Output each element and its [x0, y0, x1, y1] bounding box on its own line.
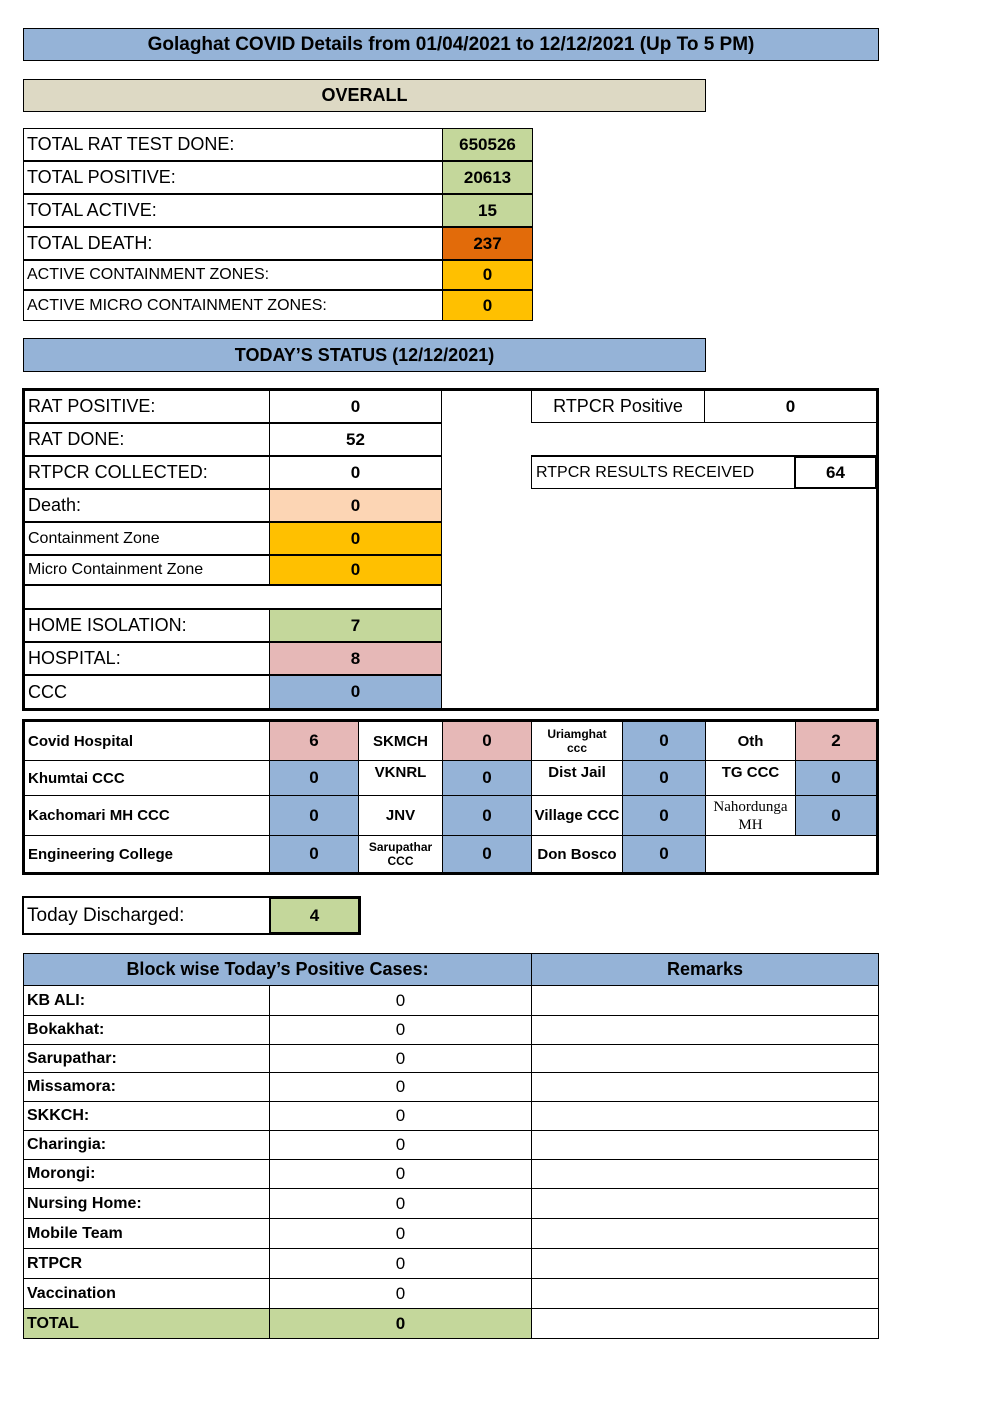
remarks-cell [531, 1015, 879, 1045]
facility-label: TG CCC [705, 760, 796, 796]
today-label: CCC [24, 675, 270, 709]
facility-value: 0 [442, 795, 532, 836]
block-value: 0 [269, 1130, 532, 1160]
discharged-label: Today Discharged: [27, 904, 185, 926]
facility-value: 0 [269, 795, 359, 836]
block-value: 0 [269, 1248, 532, 1279]
facility-label: Covid Hospital [24, 721, 270, 761]
block-label: Mobile Team [23, 1218, 270, 1249]
block-value: 0 [269, 1015, 532, 1045]
today-value: 0 [269, 522, 442, 555]
remarks-cell [531, 1159, 879, 1189]
today-value: 0 [269, 456, 442, 489]
block-label: Vaccination [23, 1278, 270, 1309]
discharged-value: 4 [269, 897, 360, 934]
overall-value: 15 [442, 194, 533, 227]
block-value: 0 [269, 1218, 532, 1249]
rtpcr-positive-label: RTPCR Positive [531, 390, 705, 423]
empty-cell [705, 835, 877, 873]
today-value: 0 [269, 555, 442, 585]
today-label: HOME ISOLATION: [24, 609, 270, 642]
overall-value: 0 [442, 290, 533, 321]
today-value: 0 [269, 489, 442, 522]
overall-label: TOTAL POSITIVE: [23, 161, 443, 194]
facility-value: 0 [622, 760, 706, 796]
today-heading: TODAY’S STATUS (12/12/2021) [23, 338, 706, 372]
page-title: Golaghat COVID Details from 01/04/2021 to 12/12/2021 (Up To 5 PM) [23, 28, 879, 61]
facility-label: Khumtai CCC [24, 760, 270, 796]
block-label: Charingia: [23, 1130, 270, 1160]
block-label: Sarupathar: [23, 1044, 270, 1073]
facility-label: Engineering College [24, 835, 270, 873]
blank-row [531, 423, 877, 456]
remarks-cell [531, 1188, 879, 1219]
block-label: Missamora: [23, 1072, 270, 1102]
spacer-row [24, 585, 442, 609]
block-value: 0 [269, 1188, 532, 1219]
facility-label: Oth [705, 721, 796, 761]
overall-value: 237 [442, 227, 533, 260]
today-label: RAT DONE: [24, 423, 270, 456]
remarks-cell [531, 1278, 879, 1309]
block-label: RTPCR [23, 1248, 270, 1279]
remarks-heading: Remarks [531, 953, 879, 986]
remarks-cell [531, 1248, 879, 1279]
rtpcr-results-value: 64 [794, 456, 877, 489]
block-label: SKKCH: [23, 1101, 270, 1131]
block-value: 0 [269, 985, 532, 1016]
facility-value: 0 [622, 835, 706, 873]
facility-label: SKMCH [358, 721, 443, 761]
block-value: 0 [269, 1044, 532, 1073]
facility-label: Nahordunga MH [705, 795, 796, 836]
today-value: 7 [269, 609, 442, 642]
facility-value: 0 [269, 760, 359, 796]
remarks-cell [531, 985, 879, 1016]
facility-value: 0 [795, 795, 877, 836]
overall-heading: OVERALL [23, 79, 706, 112]
remarks-cell [531, 1101, 879, 1131]
facility-value: 6 [269, 721, 359, 761]
block-value: 0 [269, 1159, 532, 1189]
today-value: 52 [269, 423, 442, 456]
facility-value: 0 [442, 721, 532, 761]
facility-label: Uriamghat ccc [531, 721, 623, 761]
today-value: 0 [269, 675, 442, 709]
today-value: 8 [269, 642, 442, 675]
overall-label: ACTIVE CONTAINMENT ZONES: [23, 260, 443, 290]
facility-value: 0 [795, 760, 877, 796]
today-label: RAT POSITIVE: [24, 390, 270, 423]
facility-label: Kachomari MH CCC [24, 795, 270, 836]
block-total-value: 0 [269, 1308, 532, 1339]
overall-label: TOTAL RAT TEST DONE: [23, 128, 443, 161]
today-label: Death: [24, 489, 270, 522]
remarks-cell [531, 1308, 879, 1339]
block-label: Nursing Home: [23, 1188, 270, 1219]
remarks-cell [531, 1072, 879, 1102]
facility-label: Don Bosco [531, 835, 623, 873]
block-label: Morongi: [23, 1159, 270, 1189]
rtpcr-results-label: RTPCR RESULTS RECEIVED [531, 456, 795, 489]
remarks-cell [531, 1044, 879, 1073]
block-value: 0 [269, 1101, 532, 1131]
block-value: 0 [269, 1072, 532, 1102]
facility-label: Dist Jail [531, 760, 623, 796]
facility-label: Sarupathar CCC [358, 835, 443, 873]
overall-label: TOTAL ACTIVE: [23, 194, 443, 227]
today-value: 0 [269, 390, 442, 423]
facility-value: 0 [269, 835, 359, 873]
overall-value: 20613 [442, 161, 533, 194]
block-value: 0 [269, 1278, 532, 1309]
remarks-cell [531, 1218, 879, 1249]
today-label: Containment Zone [24, 522, 270, 555]
facility-value: 0 [442, 835, 532, 873]
facility-value: 2 [795, 721, 877, 761]
overall-label: TOTAL DEATH: [23, 227, 443, 260]
block-total-label: TOTAL [23, 1308, 270, 1339]
facility-value: 0 [622, 795, 706, 836]
overall-value: 650526 [442, 128, 533, 161]
overall-label: ACTIVE MICRO CONTAINMENT ZONES: [23, 290, 443, 321]
facility-value: 0 [442, 760, 532, 796]
facility-label: VKNRL [358, 760, 443, 796]
overall-value: 0 [442, 260, 533, 290]
today-label: HOSPITAL: [24, 642, 270, 675]
today-label: Micro Containment Zone [24, 555, 270, 585]
block-label: Bokakhat: [23, 1015, 270, 1045]
facility-label: JNV [358, 795, 443, 836]
facility-label: Village CCC [531, 795, 623, 836]
rtpcr-positive-value: 0 [704, 390, 877, 423]
facility-value: 0 [622, 721, 706, 761]
block-heading: Block wise Today’s Positive Cases: [23, 953, 532, 986]
today-label: RTPCR COLLECTED: [24, 456, 270, 489]
block-label: KB ALI: [23, 985, 270, 1016]
remarks-cell [531, 1130, 879, 1160]
